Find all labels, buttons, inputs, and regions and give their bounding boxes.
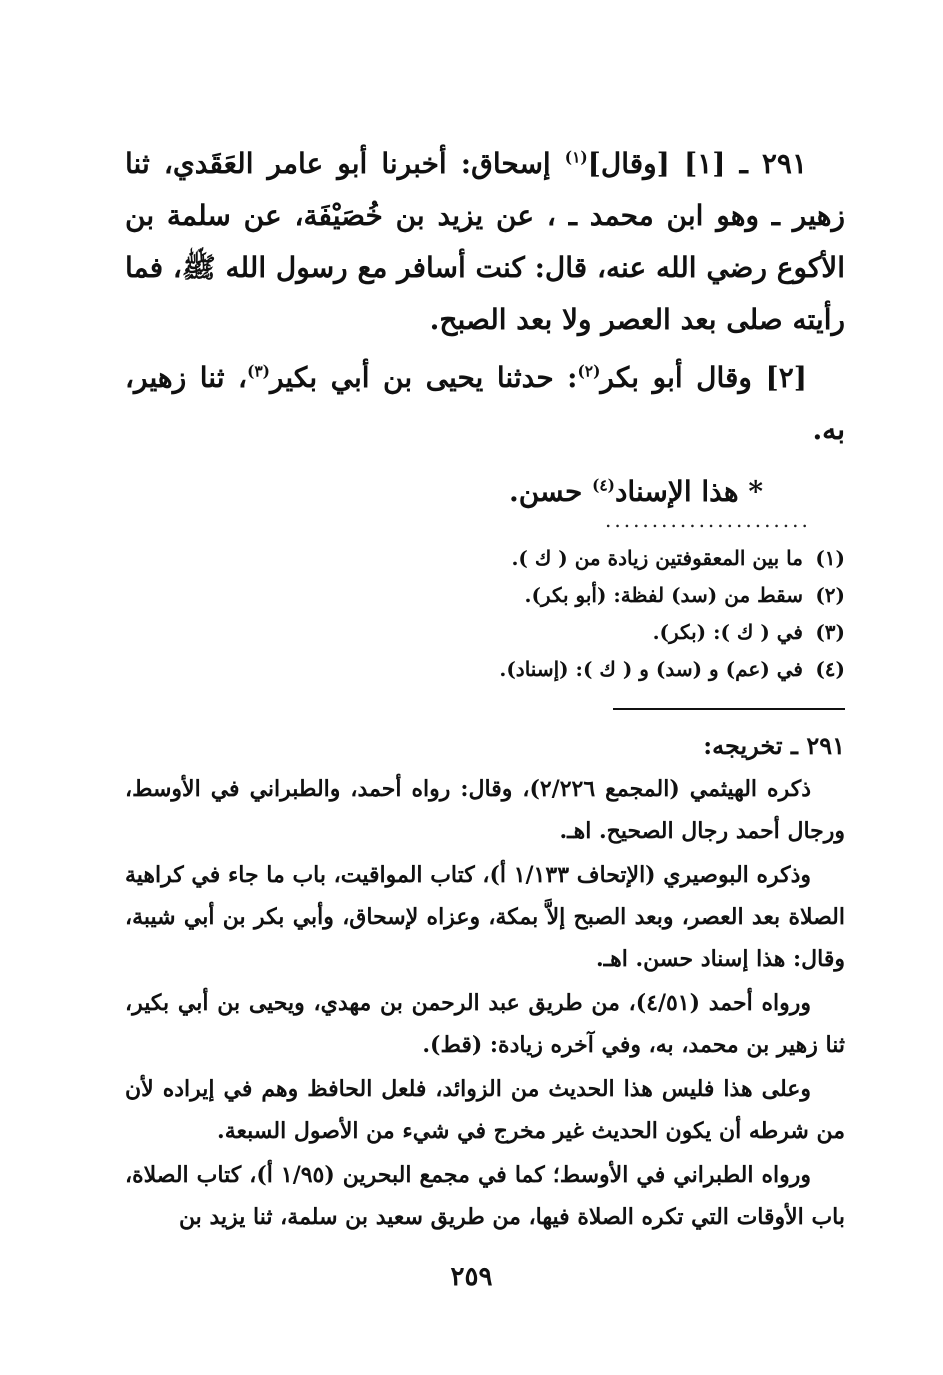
takhrij-heading: ٢٩١ ـ تخريجه: <box>703 731 845 760</box>
page-number: ٢٥٩ <box>450 1262 493 1292</box>
footnote-ref: (٢) <box>577 362 601 381</box>
footnote-number: (٢) <box>815 583 845 607</box>
footnote-text: سقط من (سد) لفظة: (أبو بكر). <box>524 583 803 607</box>
takhrij-section <box>125 724 845 1238</box>
hadith-text <box>125 138 845 518</box>
footnote-ref: (٣) <box>247 362 270 381</box>
footnote-item <box>125 577 845 614</box>
footnote-number: (١) <box>815 546 845 570</box>
chain-text: [٢] وقال أبو بكر <box>600 361 808 394</box>
footnote-text: في ( ك ): (بكر). <box>652 620 803 644</box>
footnotes <box>125 540 845 688</box>
hadith-paragraph-1 <box>125 138 845 346</box>
chain-text: : حدثنا يحيى بن أبي بكير <box>269 361 578 394</box>
takhrij-paragraph: وذكره البوصيري (الإتحاف ١/١٣٣ أ)، كتاب المواقيت، باب ما جاء في كراهية الصلاة بعد العصر، وبعد الصبح إلاَّ بمكة، وعزاه لإسحاق، وأبي بكر بن أبي شيبة، وقال: هذا إسناد حسن. اهـ. <box>125 862 845 972</box>
assessment-text: * هذا الإسناد <box>614 475 763 508</box>
takhrij-paragraph: ذكره الهيثمي (المجمع ٢/٢٢٦)، وقال: رواه أحمد، والطبراني في الأوسط، ورجال أحمد رجال الصحيح. اهـ. <box>125 776 845 844</box>
takhrij-paragraph: وعلى هذا فليس هذا الحديث من الزوائد، فلعل الحافظ وهم في إيراده لأن من شرطه أن يكون الحديث غير مخرج في شيء من الأصول السبعة. <box>125 1076 845 1144</box>
footnote-ref: (١) <box>564 148 588 167</box>
footnote-ref: (٤) <box>592 476 615 495</box>
chain-text: ، ثنا زهير، به. <box>125 361 845 446</box>
footnote-separator: ...................... <box>605 508 811 532</box>
hadith-paragraph-2 <box>125 352 845 456</box>
assessment-text: حسن. <box>508 475 593 508</box>
hadith-body: إسحاق: أخبرنا أبو عامر العَقَدي، ثنا زهير ـ وهو ابن محمد ـ ، عن يزيد بن خُصَيْفَة، عن سلمة بن الأكوع رضي الله عنه، قال: كنت أسافر مع رسول الله ﷺ، فما رأيته صلى بعد العصر ولا بعد الصبح. <box>125 147 845 336</box>
hadith-number: ٢٩١ ـ [١] [وقال] <box>587 147 807 180</box>
takhrij-paragraph: ورواه أحمد (٤/٥١)، من طريق عبد الرحمن بن مهدي، ويحيى بن أبي بكير، ثنا زهير بن محمد، به، وفي آخره زيادة: (قط). <box>125 990 845 1058</box>
footnote-item <box>125 614 845 651</box>
footnote-number: (٤) <box>815 657 845 681</box>
footnote-item <box>125 540 845 577</box>
section-divider <box>613 708 845 710</box>
footnote-item <box>125 651 845 688</box>
footnote-text: ما بين المعقوفتين زيادة من ( ك ). <box>511 546 803 570</box>
takhrij-paragraph: ورواه الطبراني في الأوسط؛ كما في مجمع البحرين (١/٩٥ أ)، كتاب الصلاة، باب الأوقات التي تكره الصلاة فيها، من طريق سعيد بن سلمة، ثنا يزيد بن <box>125 1162 845 1230</box>
footnote-text: في (عم) و (سد) و ( ك ): (إسناد). <box>499 657 803 681</box>
footnote-number: (٣) <box>815 620 845 644</box>
